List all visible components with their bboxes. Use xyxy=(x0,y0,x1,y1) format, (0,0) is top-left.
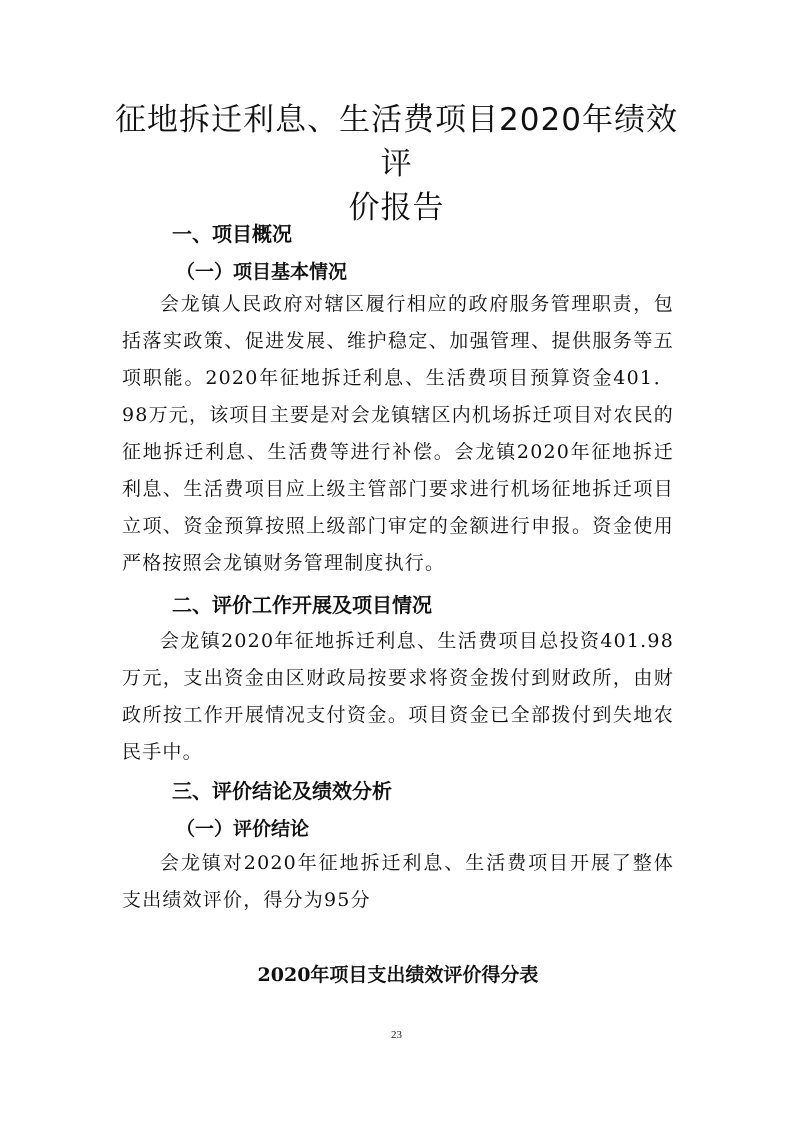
section-heading-conclusion: 三、评价结论及绩效分析 xyxy=(172,779,392,803)
score-table-title: 2020年项目支出绩效评价得分表 xyxy=(257,964,539,986)
paragraph-evaluation-work: 会龙镇2020年征地拆迁利息、生活费项目总投资401.98万元，支出资金由区财政局按要求将资金拨付到财政所，由财政所按工作开展情况支付资金。项目资金已全部拨付到失地农民手中。 xyxy=(122,630,674,763)
section-heading-evaluation-work: 二、评价工作开展及项目情况 xyxy=(172,593,432,617)
paragraph-basic-info: 会龙镇人民政府对辖区履行相应的政府服务管理职责，包括落实政策、促进发展、维护稳定、加强管理、提供服务等五项职能。2020年征地拆迁利息、生活费项目预算资金401．98万元，该项目主要是对会龙镇辖区内机场拆迁项目对农民的征地拆迁利息、生活费等进行补偿。会龙镇2020年征地拆迁利息、生活费项目应上级主管部门要求进行机场征地拆迁项目立项、资金预算按照上级部门审定的金额进行申报。资金使用严格按照会龙镇财务管理制度执行。 xyxy=(122,293,674,574)
page-number: 23 xyxy=(391,1029,402,1041)
subsection-heading-basic-info: （一）项目基本情况 xyxy=(176,261,348,283)
title-line-2: 价报告 xyxy=(348,190,445,226)
title-line-1: 征地拆迁利息、生活费项目2020年绩效评 xyxy=(115,102,678,182)
document-title xyxy=(110,98,683,230)
paragraph-conclusion: 会龙镇对2020年征地拆迁利息、生活费项目开展了整体支出绩效评价，得分为95分 xyxy=(122,852,674,911)
section-heading-project-overview: 一、项目概况 xyxy=(172,222,292,246)
subsection-heading-conclusion: （一）评价结论 xyxy=(176,818,310,840)
